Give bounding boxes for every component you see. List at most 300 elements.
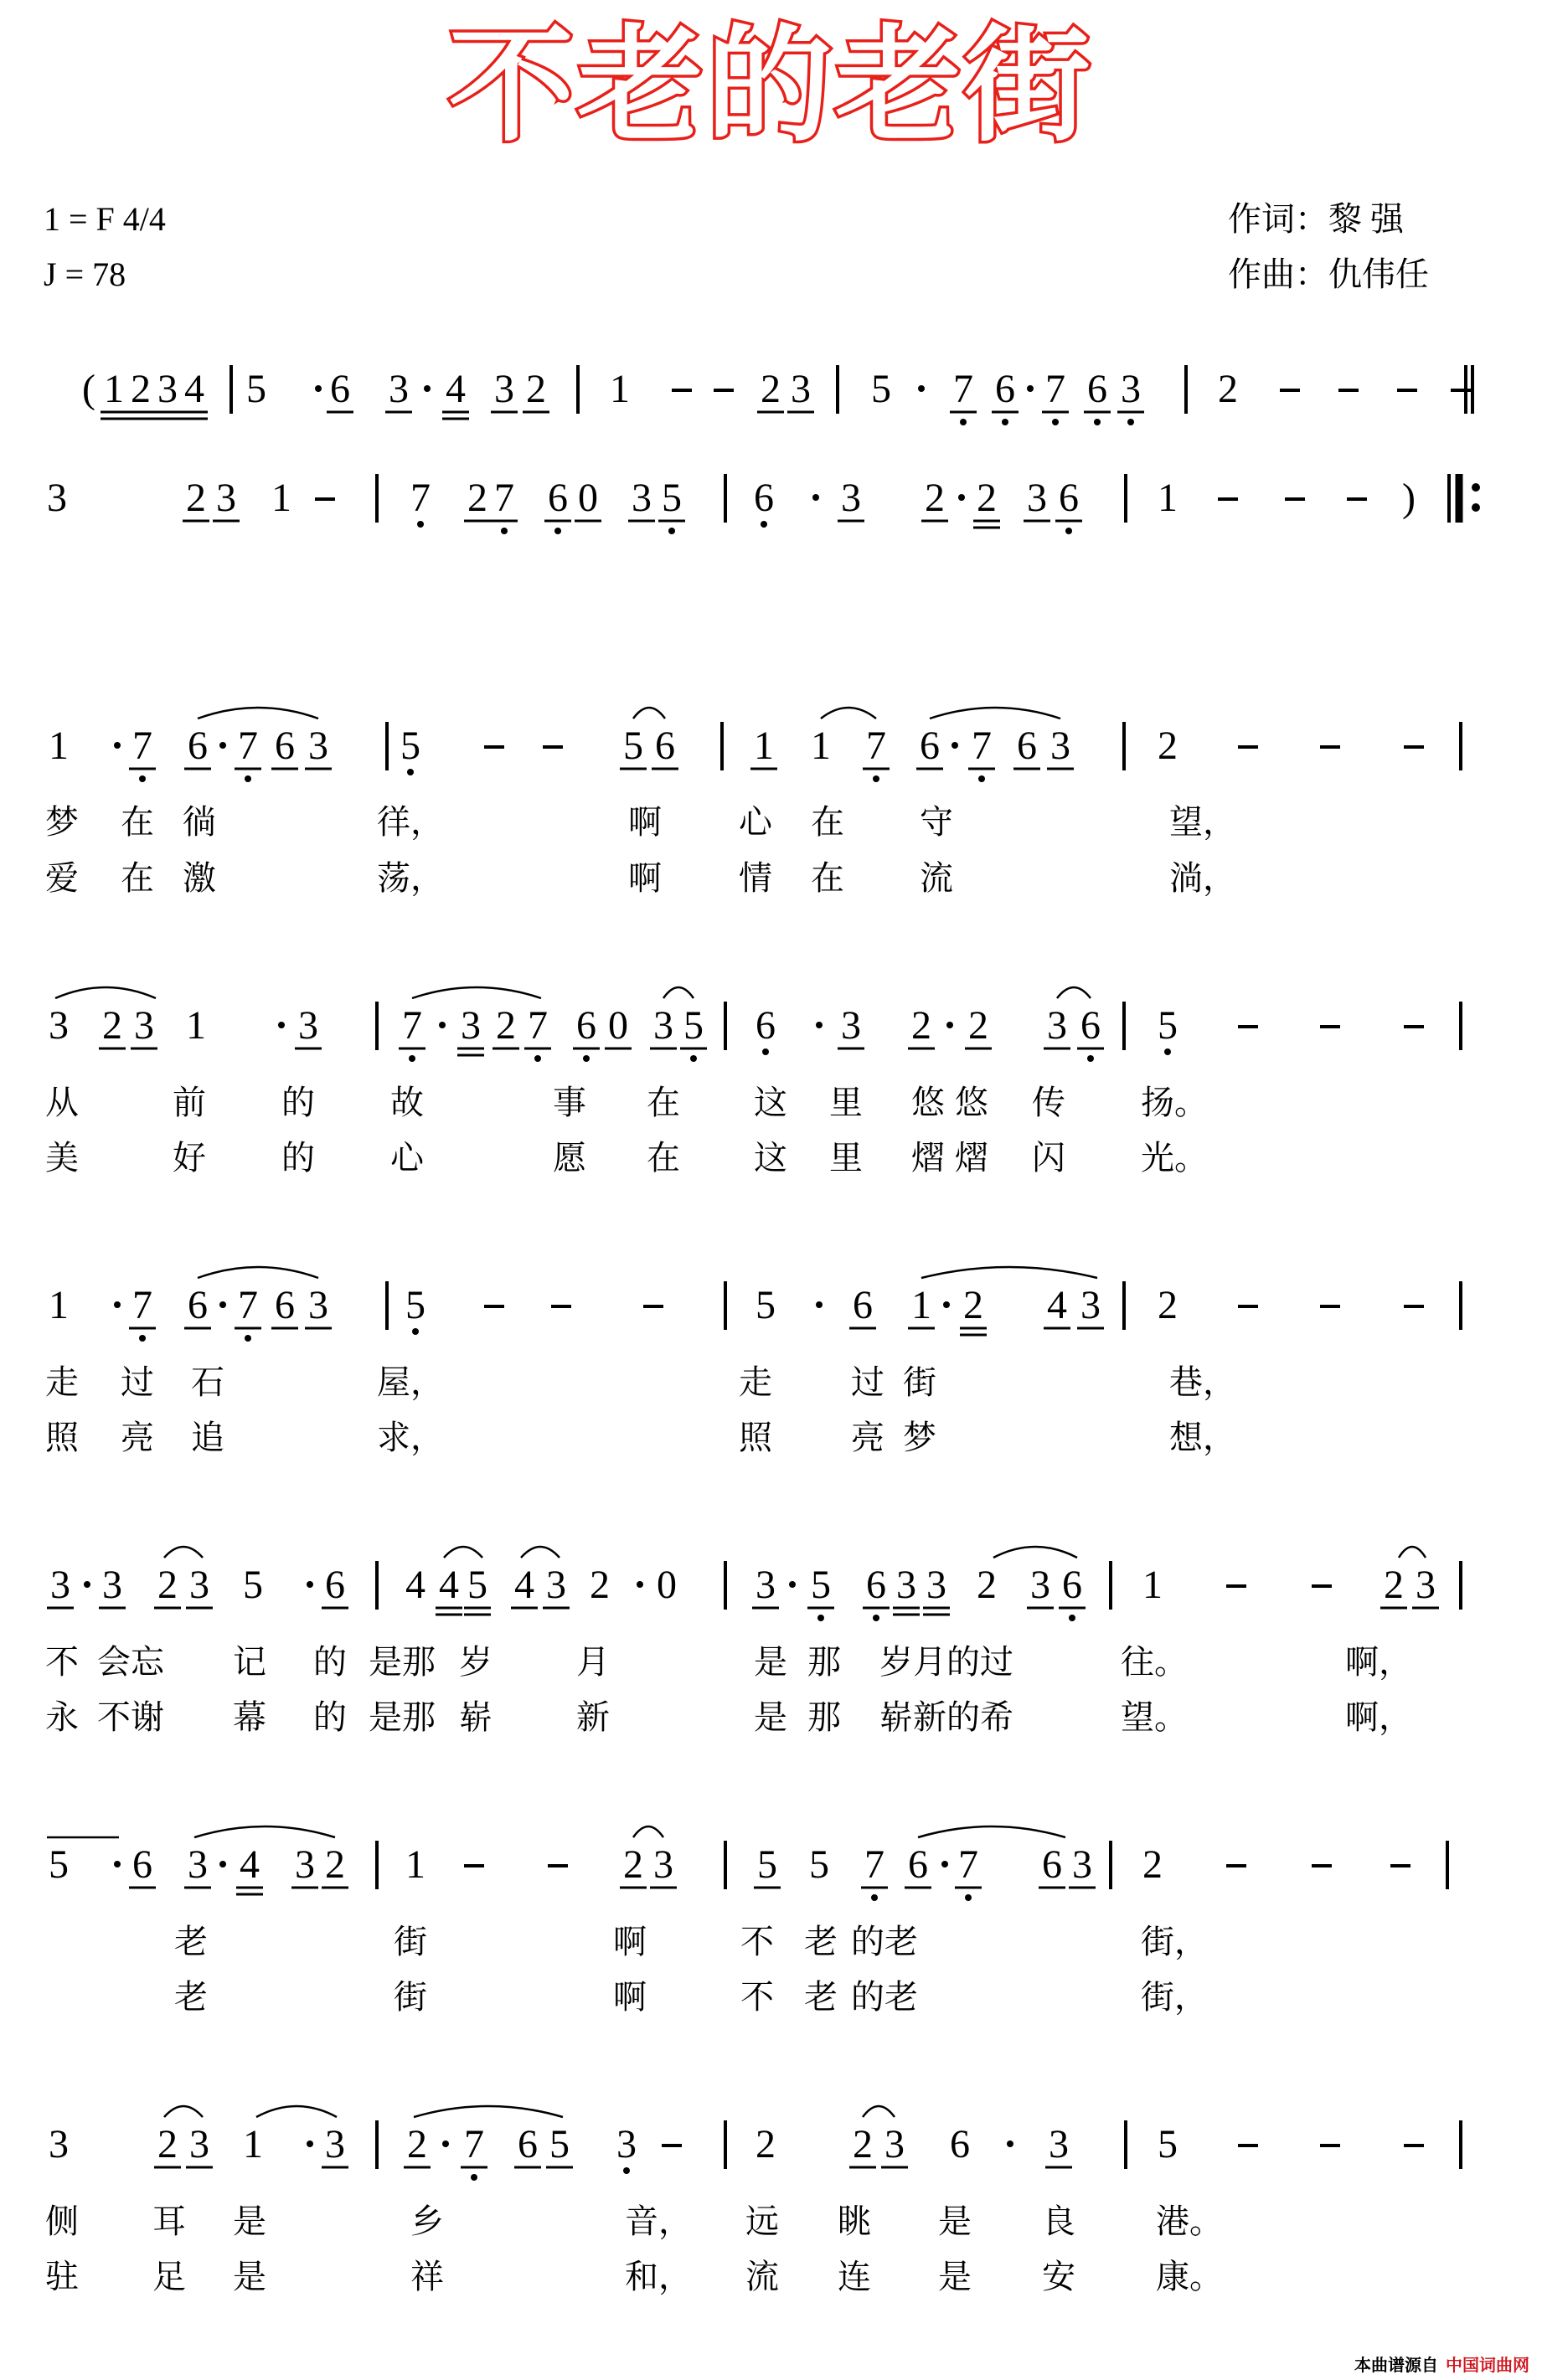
v6-note: 5 — [1158, 2122, 1178, 2166]
lyric-verse1: 从 — [45, 1084, 79, 1122]
octave-dot — [1052, 419, 1059, 425]
octave-dot — [409, 1055, 415, 1062]
slur — [164, 1547, 203, 1558]
lyric-verse2: 不谢 — [97, 1698, 164, 1737]
octave-dot — [1002, 419, 1008, 425]
v2-note: 7 — [528, 1003, 548, 1048]
lyric-verse1: 往。 — [1121, 1643, 1188, 1682]
lyric-verse1: 记 — [233, 1643, 266, 1682]
v4-note: 2 — [1384, 1563, 1404, 1607]
v2-note: 6 — [756, 1003, 776, 1048]
lyric-verse2: 那 — [807, 1698, 841, 1737]
lyric-verse2: 熠 — [955, 1139, 988, 1177]
lyric-verse1: 事 — [553, 1084, 586, 1122]
v4-note: 1 — [1142, 1563, 1163, 1607]
composer-credit: 作曲：仇伟任 — [1228, 255, 1429, 293]
augmentation-dot — [442, 2140, 449, 2147]
v4-note: 6 — [325, 1563, 345, 1607]
lyric-verse2: 永 — [45, 1698, 79, 1737]
augmentation-dot — [637, 1581, 643, 1588]
v2-note: 0 — [608, 1003, 628, 1048]
lyric-verse2: 幕 — [233, 1698, 266, 1737]
v5-note: 3 — [295, 1842, 315, 1887]
intro-note: 5 — [662, 476, 682, 520]
intro-note: 3 — [841, 476, 861, 520]
intro-note: 2 — [1218, 367, 1238, 411]
v4-note: 3 — [756, 1563, 776, 1607]
lyric-verse1: 是 — [233, 2202, 266, 2241]
slur — [444, 1547, 482, 1558]
v6-note: 3 — [189, 2122, 209, 2166]
octave-dot — [245, 775, 251, 782]
v4-note: 3 — [896, 1563, 916, 1607]
augmentation-dot — [439, 1022, 446, 1028]
v1-note: 7 — [866, 724, 886, 768]
slur — [930, 708, 1060, 719]
lyric-verse2: 熠 — [911, 1139, 945, 1177]
intro-close-paren: ) — [1402, 476, 1416, 520]
lyric-verse1: 悠 — [955, 1084, 988, 1122]
slur — [921, 1267, 1097, 1278]
lyric-verse2: 里 — [829, 1139, 863, 1177]
intro-note: 6 — [548, 476, 568, 520]
v1-note: 2 — [1158, 724, 1178, 768]
v4-note: 3 — [102, 1563, 122, 1607]
lyric-verse2: 安 — [1042, 2258, 1075, 2296]
augmentation-dot — [946, 1022, 953, 1028]
v1-note: 6 — [655, 724, 675, 768]
v6-note: 2 — [853, 2122, 873, 2166]
lyric-verse1: 走 — [739, 1363, 772, 1402]
v1-note: 7 — [132, 724, 152, 768]
lyric-verse2: 老 — [804, 1978, 838, 2017]
lyric-verse1: 街 — [394, 1923, 427, 1961]
lyric-verse2: 是 — [754, 1698, 787, 1737]
lyric-verse2: 好 — [173, 1139, 206, 1177]
augmentation-dot — [219, 742, 226, 749]
slur — [633, 708, 665, 719]
v4-note: 3 — [546, 1563, 566, 1607]
lyric-verse1: 不 — [740, 1923, 774, 1961]
lyric-verse2: 追 — [191, 1419, 224, 1457]
intro-note: 3 — [389, 367, 409, 411]
v6-note: 6 — [950, 2122, 970, 2166]
tempo-marking: J = 78 — [44, 255, 126, 293]
augmentation-dot — [219, 1861, 226, 1867]
slur — [194, 1826, 335, 1837]
lyric-verse1: 耳 — [152, 2202, 186, 2241]
lyric-verse1: 远 — [745, 2202, 779, 2241]
lyric-verse2: 老 — [174, 1978, 208, 2017]
intro-note: 5 — [246, 367, 266, 411]
intro-note: 2 — [467, 476, 487, 520]
v6-note: 3 — [1049, 2122, 1069, 2166]
v5-note: 5 — [757, 1842, 777, 1887]
v2-note: 3 — [461, 1003, 481, 1048]
intro-note: 5 — [871, 367, 891, 411]
lyric-verse1: 啊， — [1345, 1643, 1412, 1682]
octave-dot — [554, 528, 561, 534]
slur — [863, 2106, 895, 2117]
intro-note: 6 — [995, 367, 1015, 411]
intro-note: 1 — [271, 476, 291, 520]
v3-note: 5 — [405, 1283, 425, 1327]
lyric-verse1: 徜 — [183, 803, 216, 842]
lyric-verse1: 音， — [625, 2202, 692, 2241]
lyric-verse1: 的老 — [851, 1923, 918, 1961]
lyric-verse1: 里 — [829, 1084, 863, 1122]
lyric-verse2: 荡， — [377, 859, 444, 898]
v3-note: 1 — [49, 1283, 69, 1327]
augmentation-dot — [952, 742, 958, 749]
v2-note: 2 — [496, 1003, 516, 1048]
octave-dot — [1094, 419, 1101, 425]
intro-note: 4 — [184, 367, 204, 411]
octave-dot — [761, 521, 767, 528]
intro-note: 3 — [1121, 367, 1141, 411]
v4-note: 2 — [977, 1563, 997, 1607]
lyric-verse1: 月 — [576, 1643, 610, 1682]
augmentation-dot — [114, 1861, 121, 1867]
v4-note: 4 — [514, 1563, 534, 1607]
augmentation-dot — [1027, 385, 1034, 392]
v4-note: 2 — [157, 1563, 178, 1607]
augmentation-dot — [816, 1301, 823, 1308]
lyric-verse2: 在 — [121, 859, 154, 898]
lyric-verse1: 石 — [191, 1363, 224, 1402]
v3-note: 6 — [188, 1283, 208, 1327]
lyric-verse1: 走 — [45, 1363, 79, 1402]
v1-note: 5 — [623, 724, 643, 768]
v2-note: 3 — [134, 1003, 154, 1048]
octave-dot — [245, 1335, 251, 1342]
v5-note: 2 — [623, 1842, 643, 1887]
v3-note: 1 — [911, 1283, 931, 1327]
augmentation-dot — [816, 1022, 823, 1028]
octave-dot — [417, 521, 424, 528]
octave-dot — [965, 1894, 972, 1901]
slur — [256, 2106, 337, 2117]
lyric-verse2: 祥 — [410, 2258, 444, 2296]
octave-dot — [139, 775, 146, 782]
augmentation-dot — [84, 1581, 90, 1588]
lyric-verse1: 的 — [313, 1643, 347, 1682]
v5-note: 2 — [325, 1842, 345, 1887]
octave-dot — [1087, 1055, 1094, 1062]
octave-dot — [139, 1335, 146, 1342]
v2-note: 3 — [653, 1003, 673, 1048]
lyric-verse1: 在 — [647, 1084, 680, 1122]
augmentation-dot — [918, 385, 925, 392]
octave-dot — [873, 775, 879, 782]
lyric-verse1: 啊 — [628, 803, 662, 842]
lyric-verse2: 的 — [281, 1139, 315, 1177]
slur — [993, 1547, 1077, 1558]
v2-note: 6 — [576, 1003, 596, 1048]
v2-note: 3 — [298, 1003, 318, 1048]
augmentation-dot — [1007, 2140, 1013, 2147]
v2-note: 5 — [683, 1003, 704, 1048]
v3-note: 4 — [1047, 1283, 1067, 1327]
intro-note: 7 — [410, 476, 431, 520]
slur — [918, 1826, 1065, 1837]
v5-note: 1 — [405, 1842, 425, 1887]
lyric-verse2: 激 — [183, 859, 216, 898]
lyric-verse2: 的老 — [851, 1978, 918, 2017]
slur — [198, 708, 318, 719]
lyric-verse1: 悠 — [911, 1084, 945, 1122]
lyric-verse1: 会忘 — [97, 1643, 164, 1682]
lyric-verse1: 老 — [174, 1923, 208, 1961]
octave-dot — [1069, 1615, 1075, 1621]
lyric-verse2: 崭 — [459, 1698, 493, 1737]
v6-note: 3 — [49, 2122, 69, 2166]
lyric-verse2: 啊 — [628, 859, 662, 898]
octave-dot — [412, 1328, 419, 1335]
lyric-verse1: 徉， — [377, 803, 444, 842]
v3-note: 7 — [238, 1283, 258, 1327]
v4-note: 4 — [405, 1563, 425, 1607]
lyric-verse1: 梦 — [45, 803, 79, 842]
v4-note: 6 — [866, 1563, 886, 1607]
lyric-verse1: 老 — [804, 1923, 838, 1961]
lyric-verse1: 是那 — [369, 1643, 436, 1682]
lyric-verse2: 美 — [45, 1139, 79, 1177]
v6-note: 1 — [243, 2122, 263, 2166]
lyric-verse1: 在 — [121, 803, 154, 842]
intro-note: 3 — [1027, 476, 1047, 520]
octave-dot — [960, 419, 967, 425]
v1-note: 1 — [754, 724, 774, 768]
repeat-dot — [1472, 483, 1480, 492]
v5-note: 5 — [809, 1842, 829, 1887]
v3-note: 7 — [132, 1283, 152, 1327]
v2-note: 2 — [102, 1003, 122, 1048]
intro-note: 3 — [632, 476, 652, 520]
lyric-verse2: 流 — [920, 859, 953, 898]
v1-note: 3 — [308, 724, 328, 768]
lyric-verse2: 照 — [45, 1419, 79, 1457]
slur — [55, 987, 156, 998]
v3-note: 2 — [963, 1283, 983, 1327]
v1-note: 6 — [1017, 724, 1037, 768]
lyric-verse1: 前 — [173, 1084, 206, 1122]
v5-note: 3 — [653, 1842, 673, 1887]
intro-note: 2 — [977, 476, 997, 520]
lyric-verse1: 在 — [811, 803, 844, 842]
augmentation-dot — [424, 385, 431, 392]
lyric-verse1: 过 — [851, 1363, 884, 1402]
lyric-verse1: 过 — [121, 1363, 154, 1402]
v1-note: 6 — [275, 724, 295, 768]
lyric-verse2: 是 — [233, 2258, 266, 2296]
v2-note: 2 — [968, 1003, 988, 1048]
key-signature: 1 = F 4/4 — [44, 200, 166, 238]
intro-note: 2 — [526, 367, 546, 411]
intro-note: 1 — [610, 367, 630, 411]
lyric-verse2: 爱 — [45, 859, 79, 898]
v4-note: 3 — [1030, 1563, 1050, 1607]
lyric-verse1: 巷， — [1169, 1363, 1236, 1402]
slur — [1399, 1547, 1426, 1558]
intro-note: 7 — [494, 476, 514, 520]
lyric-verse2: 求， — [377, 1419, 444, 1457]
intro-note: 2 — [761, 367, 781, 411]
slur — [633, 1826, 663, 1837]
lyric-verse2: 心 — [390, 1139, 424, 1177]
augmentation-dot — [307, 2140, 313, 2147]
lyric-verse2: 的 — [313, 1698, 347, 1737]
v1-note: 6 — [188, 724, 208, 768]
slur — [521, 1547, 560, 1558]
v4-note: 3 — [926, 1563, 946, 1607]
lyric-verse1: 侧 — [45, 2202, 79, 2241]
lyric-verse1: 那 — [807, 1643, 841, 1682]
lyric-verse2: 这 — [754, 1139, 787, 1177]
lyricist-credit: 作词：黎 强 — [1228, 200, 1404, 238]
slur — [663, 987, 694, 998]
v5-note: 5 — [49, 1842, 69, 1887]
augmentation-dot — [307, 1581, 313, 1588]
lyric-verse2: 情 — [739, 859, 772, 898]
intro-note: 0 — [578, 476, 598, 520]
lyric-verse2: 想， — [1169, 1419, 1236, 1457]
lyric-verse1: 望， — [1169, 803, 1236, 842]
octave-dot — [471, 2174, 477, 2181]
lyric-verse2: 新 — [576, 1698, 610, 1737]
v1-note: 1 — [49, 724, 69, 768]
lyric-verse1: 的 — [281, 1084, 315, 1122]
lyric-verse2: 街， — [1141, 1978, 1208, 2017]
lyric-verse2: 望。 — [1121, 1698, 1188, 1737]
lyric-verse2: 啊 — [613, 1978, 647, 2017]
lyric-verse2: 梦 — [903, 1419, 936, 1457]
v4-note: 5 — [811, 1563, 831, 1607]
lyric-verse2: 不 — [740, 1978, 774, 2017]
intro-note: 6 — [1059, 476, 1079, 520]
v2-note: 3 — [841, 1003, 861, 1048]
octave-dot — [407, 769, 414, 775]
octave-dot — [871, 1894, 878, 1901]
v4-note: 3 — [50, 1563, 70, 1607]
lyric-verse2: 愿 — [553, 1139, 586, 1177]
augmentation-dot — [315, 385, 322, 392]
v4-note: 3 — [189, 1563, 209, 1607]
lyric-verse2: 康。 — [1156, 2258, 1223, 2296]
lyric-verse2: 流 — [745, 2258, 779, 2296]
lyric-verse1: 良 — [1042, 2202, 1075, 2241]
v2-note: 2 — [911, 1003, 931, 1048]
v6-note: 5 — [549, 2122, 570, 2166]
lyric-verse2: 足 — [152, 2258, 186, 2296]
augmentation-dot — [812, 494, 819, 501]
lyric-verse2: 在 — [811, 859, 844, 898]
lyric-verse2: 是 — [938, 2258, 972, 2296]
lyric-verse2: 啊， — [1345, 1698, 1412, 1737]
lyric-verse1: 啊 — [613, 1923, 647, 1961]
lyric-verse1: 传 — [1032, 1084, 1065, 1122]
octave-dot — [1127, 419, 1134, 425]
lyric-verse1: 街， — [1141, 1923, 1208, 1961]
octave-dot — [978, 775, 985, 782]
octave-dot — [623, 2167, 630, 2174]
v3-note: 5 — [756, 1283, 776, 1327]
v5-note: 7 — [864, 1842, 884, 1887]
lyric-verse1: 故 — [390, 1084, 424, 1122]
v1-note: 7 — [972, 724, 992, 768]
slur — [821, 708, 876, 719]
v6-note: 3 — [884, 2122, 905, 2166]
octave-dot — [817, 1615, 824, 1621]
octave-dot — [1164, 1048, 1171, 1055]
intro-open-paren: ( — [82, 367, 95, 411]
intro-note: 3 — [47, 476, 67, 520]
v2-note: 6 — [1080, 1003, 1101, 1048]
octave-dot — [501, 528, 508, 534]
v2-note: 1 — [186, 1003, 206, 1048]
v4-note: 2 — [590, 1563, 610, 1607]
slur — [414, 2106, 563, 2117]
lyric-verse2: 街 — [394, 1978, 427, 2017]
augmentation-dot — [219, 1301, 226, 1308]
v6-note: 2 — [407, 2122, 427, 2166]
intro-note: 7 — [1045, 367, 1065, 411]
lyric-verse1: 岁 — [459, 1643, 493, 1682]
v4-note: 4 — [439, 1563, 459, 1607]
lyric-verse1: 屋， — [377, 1363, 444, 1402]
octave-dot — [762, 1048, 769, 1055]
v5-note: 6 — [1042, 1842, 1062, 1887]
octave-dot — [690, 1055, 697, 1062]
v5-note: 4 — [240, 1842, 260, 1887]
lyric-verse2: 照 — [739, 1419, 772, 1457]
octave-dot — [583, 1055, 590, 1062]
v4-note: 3 — [1416, 1563, 1436, 1607]
augmentation-dot — [789, 1581, 796, 1588]
lyric-verse2: 亮 — [121, 1419, 154, 1457]
augmentation-dot — [943, 1301, 950, 1308]
lyric-verse2: 和， — [625, 2258, 692, 2296]
v4-note: 5 — [243, 1563, 263, 1607]
v1-note: 1 — [811, 724, 831, 768]
v5-note: 3 — [1072, 1842, 1092, 1887]
lyric-verse2: 是那 — [369, 1698, 436, 1737]
v3-note: 3 — [308, 1283, 328, 1327]
v6-note: 2 — [756, 2122, 776, 2166]
augmentation-dot — [114, 1301, 121, 1308]
augmentation-dot — [114, 742, 121, 749]
v6-note: 6 — [518, 2122, 538, 2166]
lyric-verse2: 光。 — [1141, 1139, 1208, 1177]
slur — [164, 2106, 203, 2117]
v1-note: 6 — [920, 724, 940, 768]
v3-note: 2 — [1158, 1283, 1178, 1327]
site-name: 中国词曲网 — [1446, 2355, 1529, 2375]
v5-note: 7 — [958, 1842, 978, 1887]
intro-note: 6 — [754, 476, 774, 520]
score-title: 不老的老街 — [448, 13, 1094, 159]
lyric-verse1: 心 — [739, 803, 772, 842]
intro-note: 3 — [157, 367, 178, 411]
octave-dot — [668, 528, 675, 534]
v5-note: 3 — [188, 1842, 208, 1887]
lyric-verse2: 淌， — [1169, 859, 1236, 898]
v1-note: 7 — [238, 724, 258, 768]
intro-note: 7 — [953, 367, 973, 411]
intro-note: 3 — [494, 367, 514, 411]
intro-note: 6 — [1087, 367, 1107, 411]
intro-note: 1 — [104, 367, 124, 411]
